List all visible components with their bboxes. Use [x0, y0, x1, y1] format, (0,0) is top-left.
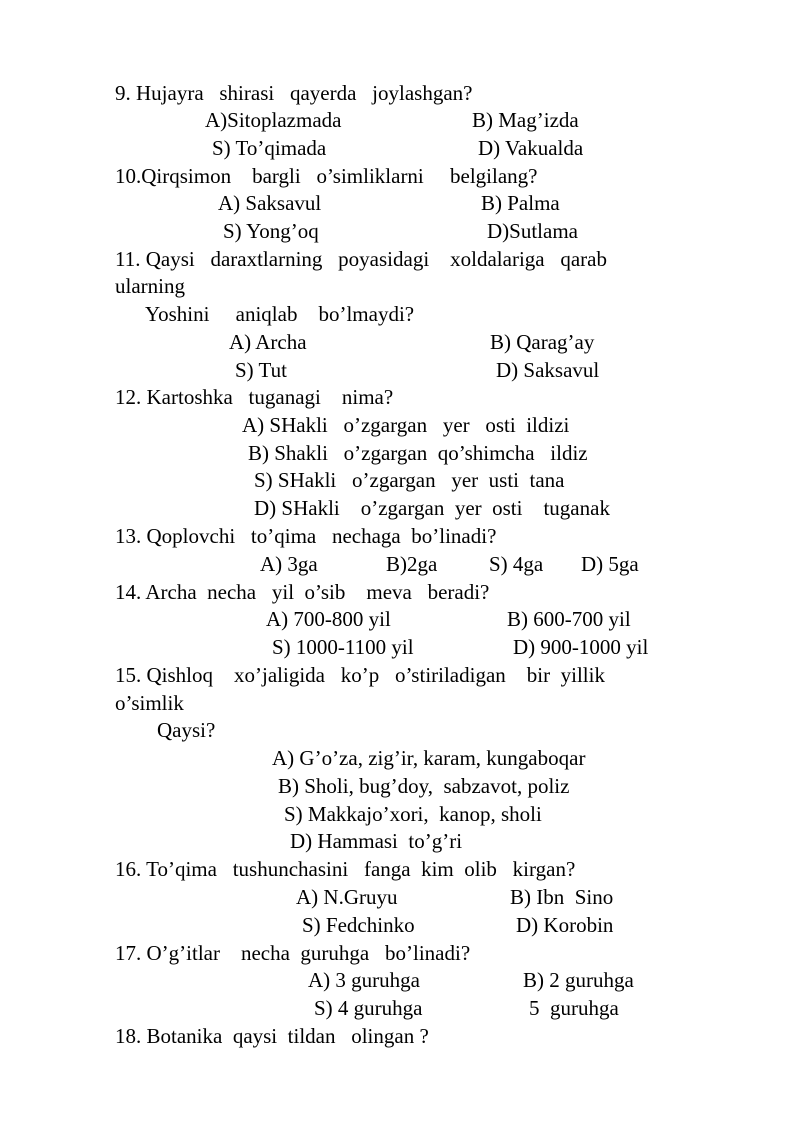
question-15: 15. Qishloq xo’jaligida ko’p o’stiriladigan bir yillik [115, 663, 605, 687]
option-s: S) 4ga [489, 552, 544, 576]
option-d: 5 guruhga [529, 996, 619, 1020]
option-b: B) Sholi, bug’doy, sabzavot, poliz [278, 774, 570, 798]
option-s: S) 1000-1100 yil [272, 635, 414, 659]
option-d: D) Korobin [516, 913, 614, 937]
option-b: B) Ibn Sino [510, 885, 614, 909]
option-a: A) 3ga [260, 552, 318, 576]
option-a: A) 700-800 yil [266, 607, 391, 631]
option-a: A) G’o’za, zig’ir, karam, kungaboqar [272, 746, 586, 770]
option-d: D) Hammasi to’g’ri [290, 829, 463, 853]
option-s: S) SHakli o’zgargan yer usti tana [254, 468, 565, 492]
question-15-continued: o’simlik [115, 691, 184, 715]
question-16: 16. To’qima tushunchasini fanga kim olib kirgan? [115, 857, 576, 881]
option-b: B)2ga [386, 552, 438, 576]
option-a: A) Archa [229, 330, 307, 354]
option-s: S) Yong’oq [223, 219, 319, 243]
option-s: S) To’qimada [212, 136, 327, 160]
option-a: A) Saksavul [218, 191, 322, 215]
option-d: D) 5ga [581, 552, 639, 576]
option-s: S) Makkajo’xori, kanop, sholi [284, 802, 542, 826]
option-s: S) Fedchinko [302, 913, 415, 937]
option-d: D)Sutlama [487, 219, 578, 243]
option-s: S) Tut [235, 358, 287, 382]
option-b: B) 2 guruhga [523, 968, 634, 992]
question-10: 10.Qirqsimon bargli o’simliklarni belgilang? [115, 164, 538, 188]
option-b: B) 600-700 yil [507, 607, 631, 631]
option-b: B) Qarag’ay [490, 330, 595, 354]
question-11: 11. Qaysi daraxtlarning poyasidagi xoldalariga qarab [115, 247, 607, 271]
option-d: D) SHakli o’zgargan yer osti tuganak [254, 496, 610, 520]
question-17: 17. O’g’itlar necha guruhga bo’linadi? [115, 941, 471, 965]
option-d: D) Saksavul [496, 358, 600, 382]
option-d: D) Vakualda [478, 136, 584, 160]
option-a: A) SHakli o’zgargan yer osti ildizi [242, 413, 570, 437]
question-13: 13. Qoplovchi to’qima nechaga bo’linadi? [115, 524, 497, 548]
option-b: B) Shakli o’zgargan qo’shimcha ildiz [248, 441, 588, 465]
question-14: 14. Archa necha yil o’sib meva beradi? [115, 580, 490, 604]
option-a: A)Sitoplazmada [205, 108, 342, 132]
question-18: 18. Botanika qaysi tildan olingan ? [115, 1024, 429, 1048]
question-11-continued: ularning [115, 274, 185, 298]
question-11-continued: Yoshini aniqlab bo’lmaydi? [145, 302, 415, 326]
option-a: A) N.Gruyu [296, 885, 398, 909]
question-15-continued: Qaysi? [157, 718, 216, 742]
option-b: B) Mag’izda [472, 108, 579, 132]
option-d: D) 900-1000 yil [513, 635, 649, 659]
option-a: A) 3 guruhga [308, 968, 420, 992]
question-12: 12. Kartoshka tuganagi nima? [115, 385, 394, 409]
option-b: B) Palma [481, 191, 560, 215]
option-s: S) 4 guruhga [314, 996, 423, 1020]
question-9: 9. Hujayra shirasi qayerda joylashgan? [115, 81, 473, 105]
